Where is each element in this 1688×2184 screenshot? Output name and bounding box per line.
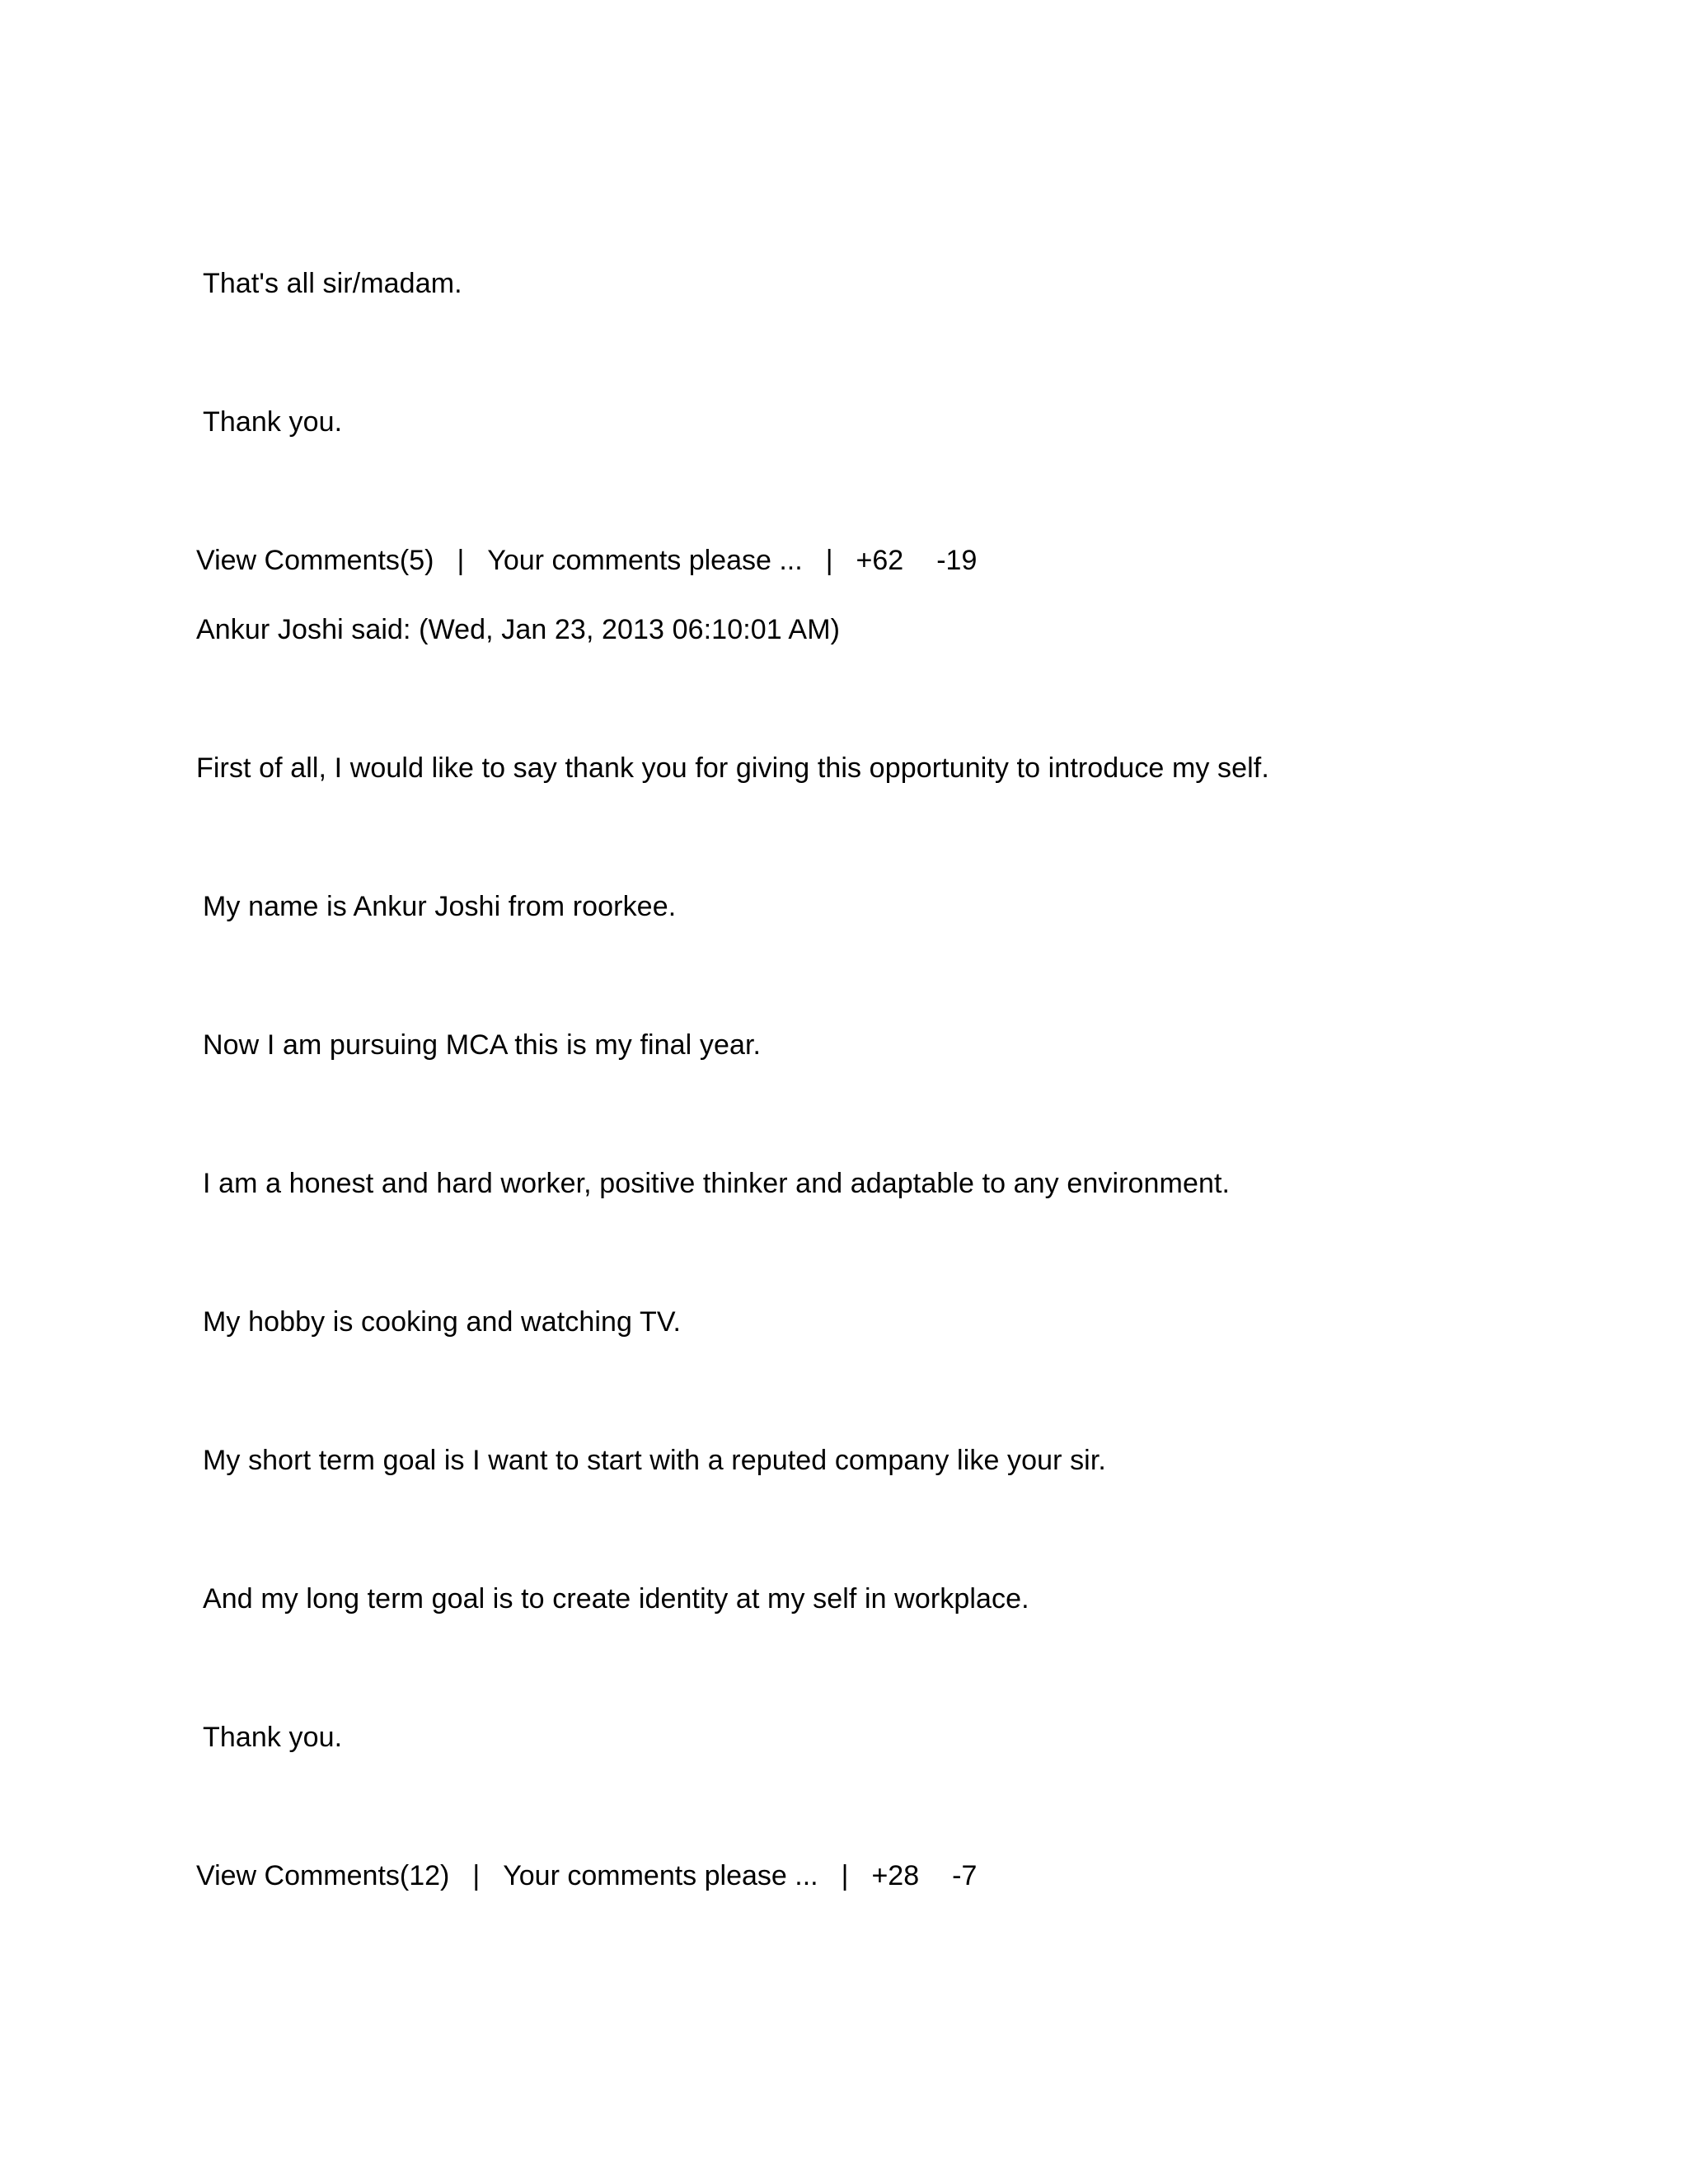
comment-actions-bar (196, 544, 977, 577)
separator: | (841, 1860, 849, 1891)
downvote-count[interactable]: -7 (952, 1860, 978, 1891)
comment-author-line: Ankur Joshi said: (Wed, Jan 23, 2013 06:10:01 AM) (196, 614, 841, 645)
separator: | (825, 545, 833, 576)
comment-paragraph: My short term goal is I want to start with a reputed company like your sir. (203, 1445, 1106, 1476)
upvote-count[interactable]: +62 (856, 545, 904, 576)
comment-paragraph: Now I am pursuing MCA this is my final year. (203, 1029, 762, 1061)
comment-paragraph: My name is Ankur Joshi from roorkee. (203, 891, 677, 922)
closing-line: That's all sir/madam. (203, 268, 462, 299)
comment-paragraph: And my long term goal is to create identity at my self in workplace. (203, 1583, 1029, 1615)
downvote-count[interactable]: -19 (936, 545, 978, 576)
your-comments-link[interactable]: Your comments please ... (503, 1860, 818, 1891)
separator: | (472, 1860, 481, 1891)
comment-actions-bar (196, 1859, 977, 1892)
upvote-count[interactable]: +28 (871, 1860, 920, 1891)
separator: | (457, 545, 465, 576)
comment-paragraph: First of all, I would like to say thank you for giving this opportunity to introduce my self. (196, 752, 1269, 784)
view-comments-link[interactable]: View Comments(5) (196, 545, 434, 576)
your-comments-link[interactable]: Your comments please ... (487, 545, 803, 576)
comment-paragraph: Thank you. (203, 1722, 343, 1753)
comment-paragraph: I am a honest and hard worker, positive thinker and adaptable to any environment. (203, 1168, 1231, 1199)
view-comments-link[interactable]: View Comments(12) (196, 1860, 450, 1891)
comment-paragraph: My hobby is cooking and watching TV. (203, 1306, 682, 1338)
thanks-line: Thank you. (203, 406, 343, 438)
